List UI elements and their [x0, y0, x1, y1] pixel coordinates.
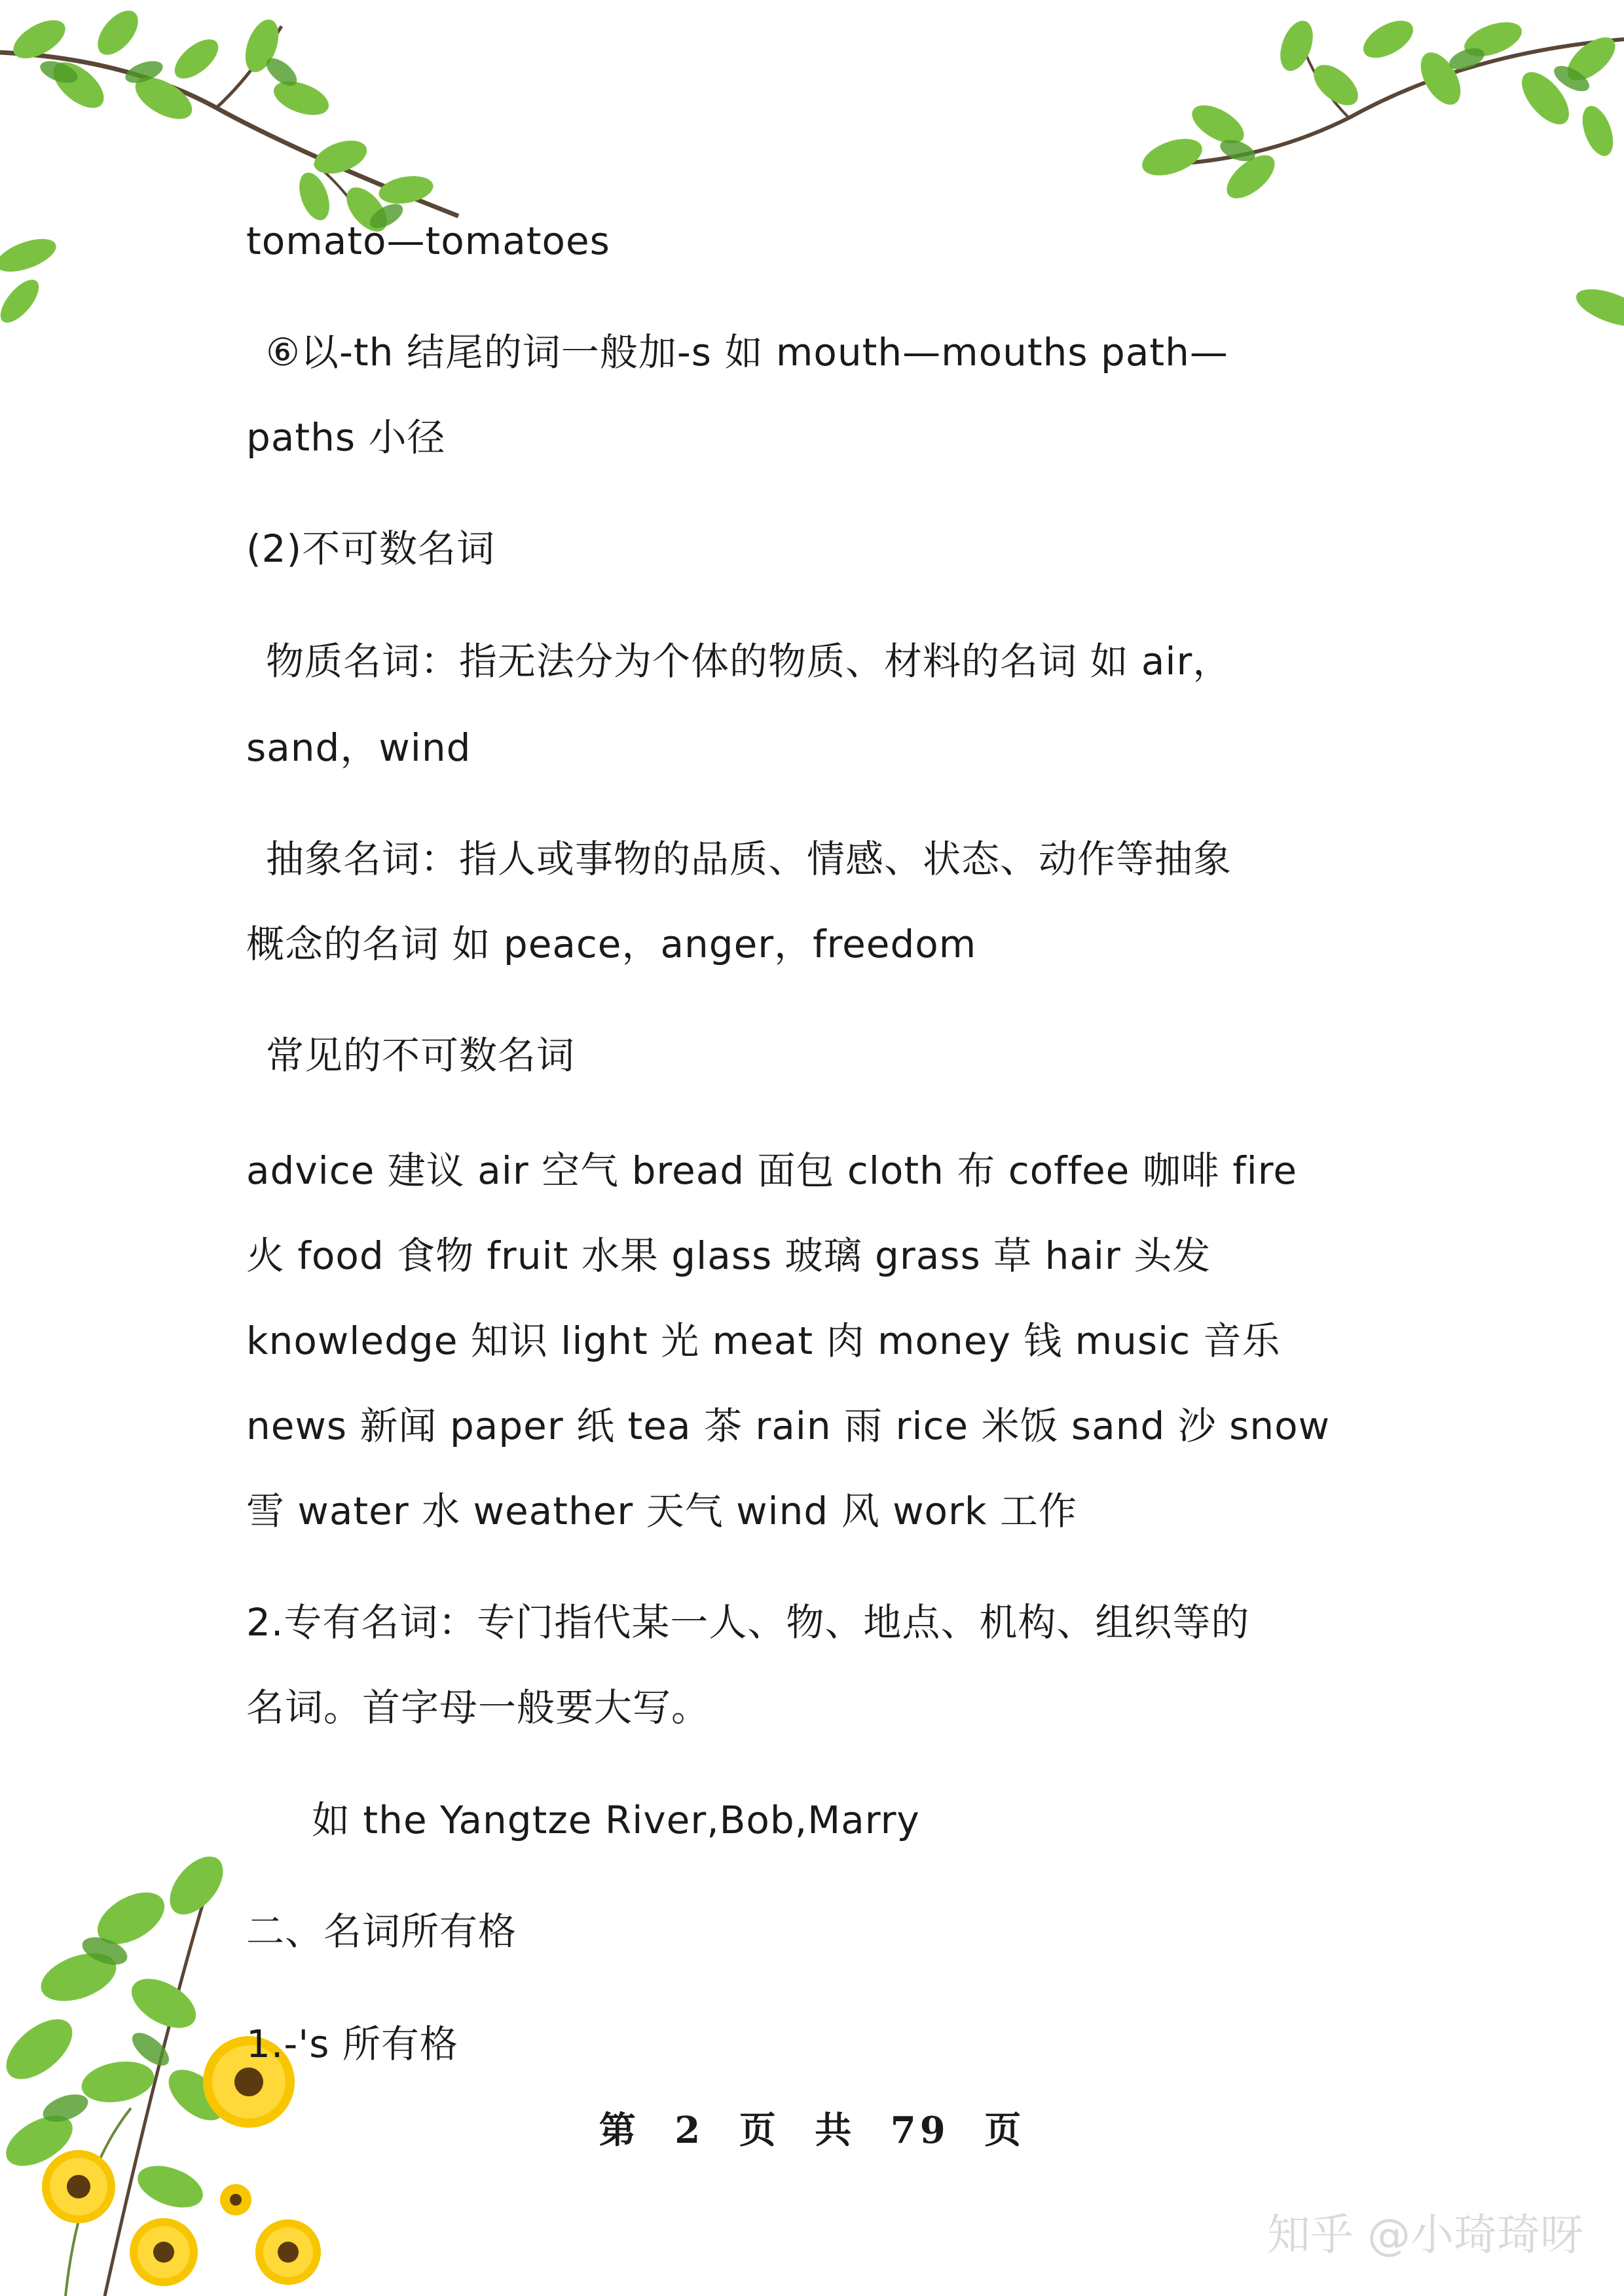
- text-line: knowledge 知识 light 光 meat 肉 money 钱 music 音乐: [246, 1319, 1281, 1363]
- footer-mid2: 共: [815, 2109, 856, 2152]
- text-line: 2.专有名词：专门指代某一人、物、地点、机构、组织等的: [246, 1600, 1250, 1645]
- text-line: 名词。首字母一般要大写。: [246, 1685, 710, 1730]
- branch-leaves-top-right-icon: [1074, 0, 1624, 340]
- text-line: paths 小径: [246, 415, 446, 460]
- footer-prefix: 第: [599, 2109, 640, 2152]
- text-line: 火 food 食物 fruit 水果 glass 玻璃 grass 草 hair 头发: [246, 1233, 1211, 1278]
- footer-mid1: 页: [739, 2109, 780, 2152]
- footer-suffix: 页: [984, 2109, 1025, 2152]
- leaves-left-edge-icon: [0, 223, 79, 340]
- text-line: news 新闻 paper 纸 tea 茶 rain 雨 rice 米饭 sand 沙 snow: [246, 1404, 1331, 1448]
- section-heading: 二、名词所有格: [246, 1909, 517, 1954]
- text-line: advice 建议 air 空气 bread 面包 cloth 布 coffee 咖啡 fire: [246, 1148, 1298, 1193]
- text-line: 雪 water 水 weather 天气 wind 风 work 工作: [246, 1489, 1077, 1533]
- text-line: sand，wind: [246, 725, 471, 770]
- text-line: 1.-'s 所有格: [246, 2022, 458, 2066]
- text-line: 常见的不可数名词: [266, 1033, 576, 1078]
- text-line: tomato—tomatoes: [246, 219, 610, 263]
- text-line: 物质名词：指无法分为个体的物质、材料的名词 如 air，: [266, 639, 1232, 683]
- watermark: 知乎 @小琦琦呀: [1267, 2210, 1583, 2260]
- text-line: 抽象名词：指人或事物的品质、情感、状态、动作等抽象: [266, 837, 1232, 881]
- page-footer: [0, 2102, 1624, 2154]
- leaf-right-edge-icon: [1572, 275, 1624, 340]
- text-line: 概念的名词 如 peace，anger，freedom: [246, 922, 977, 966]
- text-line: ⑥以-th 结尾的词一般加-s 如 mouth—mouths path—: [266, 330, 1228, 374]
- text-line: 如 the Yangtze River,Bob,Marry: [312, 1798, 920, 1842]
- current-page-number: 2: [674, 2109, 705, 2152]
- section-heading: (2)不可数名词: [246, 526, 496, 571]
- total-page-number: 79: [890, 2109, 950, 2152]
